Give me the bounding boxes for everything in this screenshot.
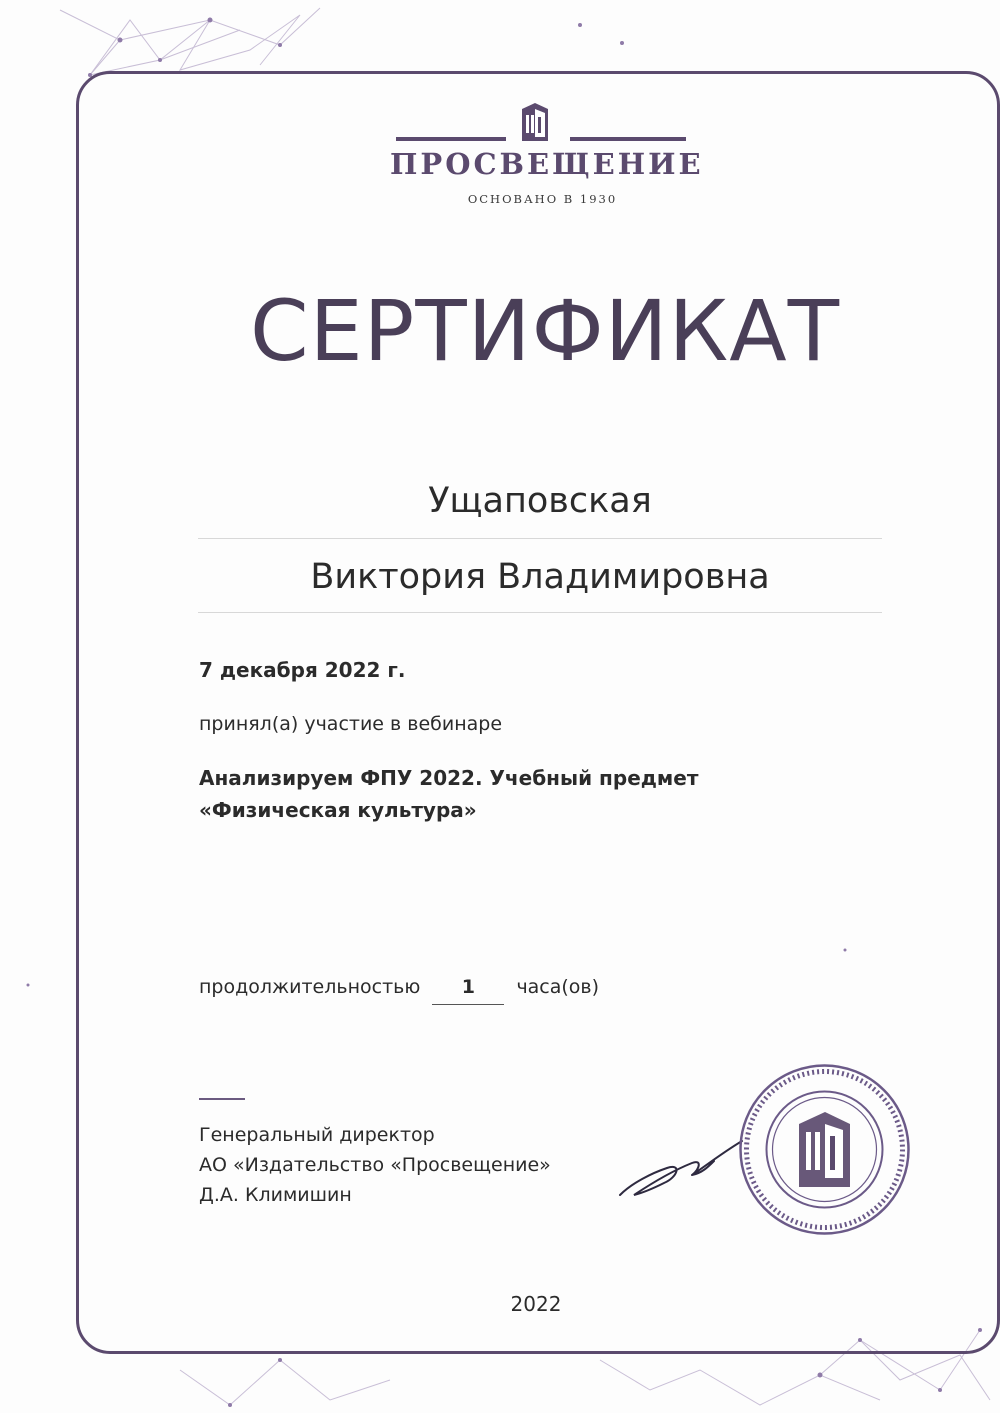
duration-hours: 1 (432, 976, 504, 1005)
webinar-title (199, 762, 819, 826)
participation-text: принял(а) участие в вебинаре (199, 713, 503, 735)
certificate-title: СЕРТИФИКАТ (249, 282, 841, 380)
webinar-title-line1: Анализируем ФПУ 2022. Учебный предмет (199, 766, 699, 790)
prosveshchenie-logo-icon (520, 103, 550, 143)
event-date: 7 декабря 2022 г. (199, 658, 406, 682)
name-rule-2 (198, 612, 882, 613)
signatory-organization: АО «Издательство «Просвещение» (199, 1154, 551, 1176)
duration-suffix: часа(ов) (516, 976, 600, 998)
signatory-block (199, 1120, 551, 1210)
company-seal-icon (737, 1062, 912, 1237)
logo-rule-left (396, 137, 506, 141)
brand-tagline: ОСНОВАНО В 1930 (467, 192, 618, 206)
recipient-surname: Ущаповская (428, 481, 652, 521)
signatory-dash (199, 1098, 245, 1100)
logo-rule-right (570, 137, 686, 141)
signatory-name: Д.А. Климишин (199, 1184, 352, 1206)
name-rule-1 (198, 538, 882, 539)
duration-row (199, 976, 599, 1005)
brand-name: ПРОСВЕЩЕНИЕ (390, 147, 704, 181)
duration-prefix: продолжительностью (199, 976, 421, 998)
recipient-given-names: Виктория Владимировна (310, 557, 770, 597)
webinar-title-line2: «Физическая культура» (199, 798, 477, 822)
signatory-role: Генеральный директор (199, 1124, 435, 1146)
brand-logo (390, 95, 704, 215)
certificate-year: 2022 (510, 1292, 562, 1316)
